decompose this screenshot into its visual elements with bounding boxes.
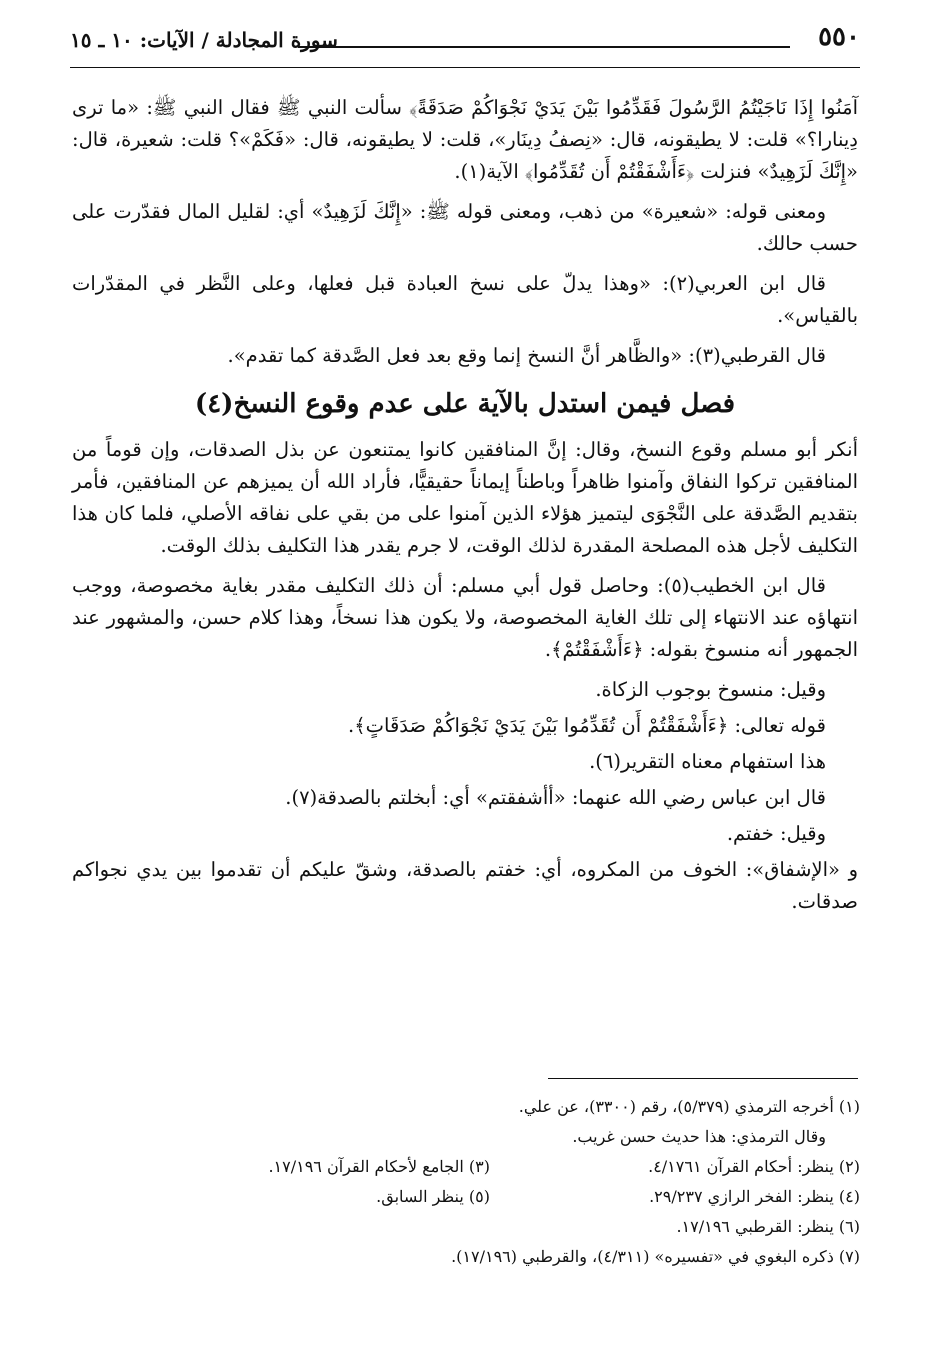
footnote-7: (٧) ذكره البغوي في «تفسيره» (٤/٣١١)، والقرطبي (١٧/١٩٦). [451,1247,860,1266]
paragraph-ibn-khatib: قال ابن الخطيب(٥): وحاصل قول أبي مسلم: أن ذلك التكليف مقدر بغاية مخصوصة، ووجب انتهاؤه عند الانتهاء إلى تلك الغاية المخصوصة، ولا يكون هذا نسخاً، وهذا كلام حسن، والمشهور عند الجمهور أنه منسوخ بقوله: ﴿ءَأَشْفَقْتُمْ﴾. [72,574,858,661]
section-title: فصل فيمن استدل بالآية على عدم وقوع النسخ(٤) [194,389,736,419]
footnote-row [120,1152,860,1182]
paragraph-abu-muslim: أنكر أبو مسلم وقوع النسخ، وقال: إنَّ المنافقين كانوا يمتنعون عن بذل الصدقات، وإن قوماً من المنافقين تركوا النفاق وآمنوا ظاهراً وباطناً إيماناً حقيقيًّا، فأراد الله أن يميزهم عن المنافقين، فأمر بتقديم الصَّدقة على النَّجْوَى ليتميز هؤلاء الذين آمنوا على من بقي على نفاقه الأصلي، فلما كان هذا التكليف لأجل هذه المصلحة المقدرة لذلك الوقت، لا جرم يقدر هذا التكليف بذلك الوقت. [72,438,858,557]
footnote-1: (١) أخرجه الترمذي (٥/٣٧٩)، رقم (٣٣٠٠)، عن علي. [518,1097,860,1116]
main-text [72,92,858,926]
footnote-6: (٦) ينظر: القرطبي ١٧/١٩٦. [676,1217,860,1236]
page-header [70,22,860,68]
line-verse: قوله تعالى: ﴿ءَأَشْفَقْتُمْ أَن تُقَدِّمُوا بَيْنَ يَدَيْ نَجْوَاكُمْ صَدَقَاتٍ﴾. [348,714,826,737]
surah-title: سورة المجادلة / الآيات: ١٠ ـ ١٥ [70,28,338,52]
footnote-3: (٣) الجامع لأحكام القرآن ١٧/١٩٦. [268,1157,490,1176]
paragraph-hadith: آمَنُوا إِذَا نَاجَيْتُمُ الرَّسُولَ فَقَدِّمُوا بَيْنَ يَدَيْ نَجْوَاكُمْ صَدَقَةً﴾ سألت النبي ﷺ فقال النبي ﷺ: «ما ترى دِينارا؟» قلت: لا يطيقونه، قال: «نِصفُ دِينَار»، قلت: لا يطيقونه، قال: «فَكَمْ»؟ قلت: شعيرة، قال: «إِنَّكَ لَزَهِيدٌ» فنزلت ﴿ءَأَشْفَقْتُمْ أَن تُقَدِّمُوا﴾ الآية(١). [72,96,858,183]
footnote-1-note: وقال الترمذي: هذا حديث حسن غريب. [572,1127,826,1146]
page-number: ٥٥٠ [818,22,860,52]
footnotes [120,1092,860,1272]
footnote-2: (٢) ينظر: أحكام القرآن ٤/١٧٦١. [648,1157,860,1176]
footnote-4: (٤) ينظر: الفخر الرازي ٢٩/٢٣٧. [649,1187,860,1206]
header-rule [298,46,790,48]
paragraph-meaning: ومعنى قوله: «شعيرة» من ذهب، ومعنى قوله ﷺ: «إِنَّكَ لَزَهِيدٌ» أي: لقليل المال فقدّرت على حسب حالك. [72,200,858,255]
footnote-5: (٥) ينظر السابق. [376,1187,490,1206]
footnote-separator [548,1078,858,1079]
paragraph-ibn-arabi: قال ابن العربي(٢): «وهذا يدلّ على نسخ العبادة قبل فعلها، وعلى النَّظر في المقدّرات بالقياس». [72,272,858,327]
line-istifham: هذا استفهام معناه التقرير(٦). [589,750,826,773]
paragraph-ishfaq: و «الإشفاق»: الخوف من المكروه، أي: خفتم بالصدقة، وشقّ عليكم أن تقدموا بين يدي نجواكم صدقات. [72,858,858,913]
line-zakat: وقيل: منسوخ بوجوب الزكاة. [595,678,826,701]
footnote-row [120,1182,860,1212]
line-khiftum: وقيل: خفتم. [726,822,826,845]
paragraph-qurtubi: قال القرطبي(٣): «والظَّاهر أنَّ النسخ إنما وقع بعد فعل الصَّدقة كما تقدم». [227,344,826,367]
line-ibn-abbas: قال ابن عباس رضي الله عنهما: «أأشفقتم» أي: أبخلتم بالصدقة(٧). [285,786,826,809]
header-divider [70,67,860,68]
